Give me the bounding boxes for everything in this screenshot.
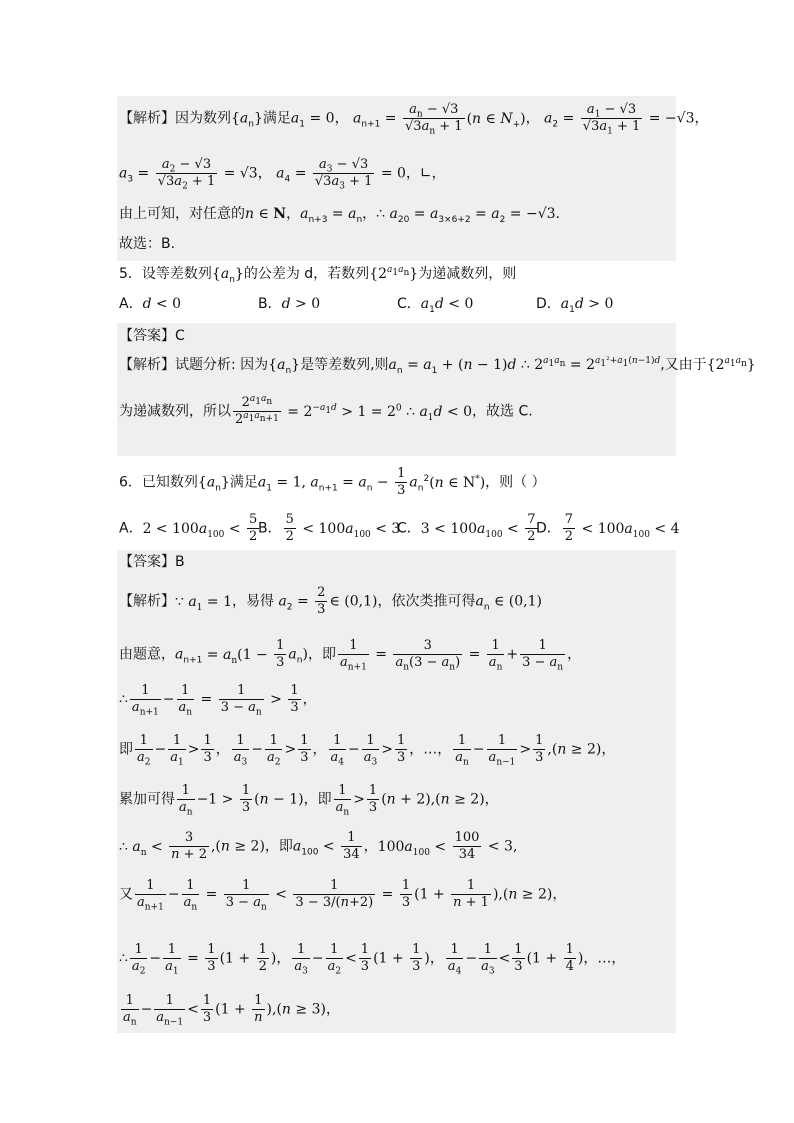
q6-analysis-line-3: ∴ $\frac{1}{a_{n+1}}$ − $\frac{1}{a_n}$ = $\frac{1}{3 - a_n}$ > $\frac{1}{3}$ ， xyxy=(119,683,317,718)
q6-stem: 6．已知数列$\{a_n\}$满足$a_1 = 1$, $a_{n+1} = a_n$ − $\frac{1}{3}$ $a_n^2(n$ ∈ N*)，则（ ） xyxy=(119,466,546,498)
q4-solution-line-1: 【解析】因为数列$\{a_n\}$满足$a_1 = 0$， $a_{n+1}$ = $\frac{a_n - √3}{√3a_n + 1}$ (n ∈ $N_+$)， $a_2$ = $\frac{a_1 - √3}{√3a_1 + 1}$ = −√3， xyxy=(119,102,709,137)
q6-analysis-line-7: 又 $\frac{1}{a_{n+1}}$ − $\frac{1}{a_n}$ = $\frac{1}{3 - a_n}$ < $\frac{1}{3 - 3/(n+2)}$ = $\frac{1}{3}$ (1 + $\frac{1}{n + 1}$ ),(n ≥ 2)， xyxy=(119,878,567,913)
q6-answer: 【答案】B xyxy=(119,554,185,570)
q6-analysis-line-8: ∴ $\frac{1}{a_2}$ − $\frac{1}{a_1}$ = $\frac{1}{3}$ (1 + $\frac{1}{2}$ )， $\frac{1}{a_3}$ − $\frac{1}{a_2}$ < $\frac{1}{3}$ (1 + $\frac{1}{3}$ )， $\frac{1}{a_4}$ − $\frac{1}{a_3}$ < $\frac{1}{3}$ (1 + $\frac{1}{4}$ )，…， xyxy=(119,942,626,977)
q5-answer: 【答案】C xyxy=(119,328,185,344)
document-page: 【解析】因为数列$\{a_n\}$满足$a_1 = 0$， $a_{n+1}$ = $\frac{a_n - √3}{√3a_n + 1}$ (n ∈ $N_+$)， $a_2$ = $\frac{a_1 - √3}{√3a_1 + 1}$ = −√3， $a_3$ = $\frac{a_2 - √3}{√3a_2 + 1}$ = √3， $a_4$ = $\frac{a_3 - √3}{√3a_3 + 1}$ = 0，∟， 由上可知，对任意的n ∈ N，$a_{n+3} = a_n$，∴ $a_{20} = a_{3\times 6+2} = a_2 = -√3$. 故选：B. 5．设等差数列$\{a_n\}$的公差为 d，若数列$\{2^{a_1a_n}\}$为递减数列，则 A．d < 0 B．d > 0 C．$a_1d < 0$ D．$a_1d > 0$ 【答案】C 【解析】试题分析: 因为$\{a_n\}$是等差数列,则$a_n = a_1 + (n - 1)d$ ∴ $2^{a_1a_n} = 2^{a_1^2+a_1(n-1)d}$,又由于$\{2^{a_1a_n}\}$ 为递减数列，所以 $\frac{2^{a_1a_n}}{2^{a_1a_{n+1}}}$ = $2^{-a_1d} > 1 = 2^0$ ∴ $a_1d < 0$，故选 C. 6．已知数列$\{a_n\}$满足$a_1 = 1$, $a_{n+1} = a_n$ − $\frac{1}{3}$ $a_n^2(n$ ∈ N*)，则（ ） A．$2 < 100a_{100}$ < $\frac{5}{2}$ B． $\frac{5}{2}$ < $100a_{100} < 3$ C．$3 < 100a_{100}$ < $\frac{7}{2}$ D． $\frac{7}{2}$ < $100a_{100} < 4$ 【答案】B 【解析】∵ $a_1 = 1$，易得 $a_2$ = $\frac{2}{3}$ ∈ (0,1)，依次类推可得$a_n$ ∈ (0,1) 由题意，$a_{n+1} = a_n(1$ − $\frac{1}{3}$ $a_n$)，即 $\frac{1}{a_{n+1}}$ = $\frac{3}{a_n(3 - a_n)}$ = $\frac{1}{a_n}$ + $\frac{1}{3 - a_n}$ ， ∴ $\frac{1}{a_{n+1}}$ − $\frac{1}{a_n}$ = $\frac{1}{3 - a_n}$ > $\frac{1}{3}$ ， 即 $\frac{1}{a_2}$ − $\frac{1}{a_1}$ > $\frac{1}{3}$ ， $\frac{1}{a_3}$ − $\frac{1}{a_2}$ > $\frac{1}{3}$ ， $\frac{1}{a_4}$ − $\frac{1}{a_3}$ > $\frac{1}{3}$ ，…， $\frac{1}{a_n}$ − $\frac{1}{a_{n-1}}$ > $\frac{1}{3}$ ,(n ≥ 2)， 累加可得 $\frac{1}{a_n}$ −1 > $\frac{1}{3}$ (n − 1)，即 $\frac{1}{a_n}$ > $\frac{1}{3}$ (n + 2),(n ≥ 2)， ∴ $a_n$ < $\frac{3}{n + 2}$ ,(n ≥ 2)，即$a_{100}$ < $\frac{1}{34}$ ，$100a_{100}$ < $\frac{100}{34}$ < 3, 又 $\frac{1}{a_{n+1}}$ − $\frac{1}{a_n}$ = $\frac{1}{3 - a_n}$ < $\frac{1}{3 - 3/(n+2)}$ = $\frac{1}{3}$ (1 + $\frac{1}{n + 1}$ ),(n ≥ 2)， ∴ $\frac{1}{a_2}$ − $\frac{1}{a_1}$ = $\frac{1}{3}$ (1 + $\frac{1}{2}$ )， $\frac{1}{a_3}$ − $\frac{1}{a_2}$ < $\frac{1}{3}$ (1 + $\frac{1}{3}$ )， $\frac{1}{a_4}$ − $\frac{1}{a_3}$ < $\frac{1}{3}$ (1 + $\frac{1}{4}$ )，…， $\frac{1}{a_n}$ − $\frac{1}{a_{n-1}}$ < $\frac{1}{3}$ (1 + $\frac{1}{n}$ ),(n ≥ 3)， xyxy=(0,0,794,1123)
q5-analysis-line-2: 为递减数列，所以 $\frac{2^{a_1a_n}}{2^{a_1a_{n+1}}}$ = $2^{-a_1d} > 1 = 2^0$ ∴ $a_1d < 0$，故选 C. xyxy=(119,393,533,427)
q6-analysis-line-6: ∴ $a_n$ < $\frac{3}{n + 2}$ ,(n ≥ 2)，即$a_{100}$ < $\frac{1}{34}$ ，$100a_{100}$ < $\frac{100}{34}$ < 3, xyxy=(119,830,518,862)
q6-analysis-line-9: $\frac{1}{a_n}$ − $\frac{1}{a_{n-1}}$ < $\frac{1}{3}$ (1 + $\frac{1}{n}$ ),(n ≥ 3)， xyxy=(123,993,340,1028)
q4-choose: 故选：B. xyxy=(119,236,176,252)
q6-analysis-line-4: 即 $\frac{1}{a_2}$ − $\frac{1}{a_1}$ > $\frac{1}{3}$ ， $\frac{1}{a_3}$ − $\frac{1}{a_2}$ > $\frac{1}{3}$ ， $\frac{1}{a_4}$ − $\frac{1}{a_3}$ > $\frac{1}{3}$ ，…， $\frac{1}{a_n}$ − $\frac{1}{a_{n-1}}$ > $\frac{1}{3}$ ,(n ≥ 2)， xyxy=(119,733,616,768)
q4-solution-line-3: 由上可知，对任意的n ∈ N，$a_{n+3} = a_n$，∴ $a_{20} = a_{3\times 6+2} = a_2 = -√3$. xyxy=(119,206,560,225)
q5-answer-block xyxy=(117,323,676,456)
q5-analysis-line-1: 【解析】试题分析: 因为$\{a_n\}$是等差数列,则$a_n = a_1 + (n - 1)d$ ∴ $2^{a_1a_n} = 2^{a_1^2+a_1(n-1)d}$,又由于$\{2^{a_1a_n}\}$ xyxy=(119,356,756,376)
q4-solution-tag: 【解析】 xyxy=(119,110,175,127)
q6-analysis-line-2: 由题意，$a_{n+1} = a_n(1$ − $\frac{1}{3}$ $a_n$)，即 $\frac{1}{a_{n+1}}$ = $\frac{3}{a_n(3 - a_n)}$ = $\frac{1}{a_n}$ + $\frac{1}{3 - a_n}$ ， xyxy=(119,638,582,673)
q4-solution-line-2: $a_3$ = $\frac{a_2 - √3}{√3a_2 + 1}$ = √3， $a_4$ = $\frac{a_3 - √3}{√3a_3 + 1}$ = 0，∟， xyxy=(119,157,446,192)
q6-analysis-line-1: 【解析】∵ $a_1 = 1$，易得 $a_2$ = $\frac{2}{3}$ ∈ (0,1)，依次类推可得$a_n$ ∈ (0,1) xyxy=(119,585,542,617)
q5-stem: 5．设等差数列$\{a_n\}$的公差为 d，若数列$\{2^{a_1a_n}\}$为递减数列，则 xyxy=(119,265,517,285)
q6-analysis-line-5: 累加可得 $\frac{1}{a_n}$ −1 > $\frac{1}{3}$ (n − 1)，即 $\frac{1}{a_n}$ > $\frac{1}{3}$ (n + 2),(n ≥ 2)， xyxy=(119,783,499,818)
